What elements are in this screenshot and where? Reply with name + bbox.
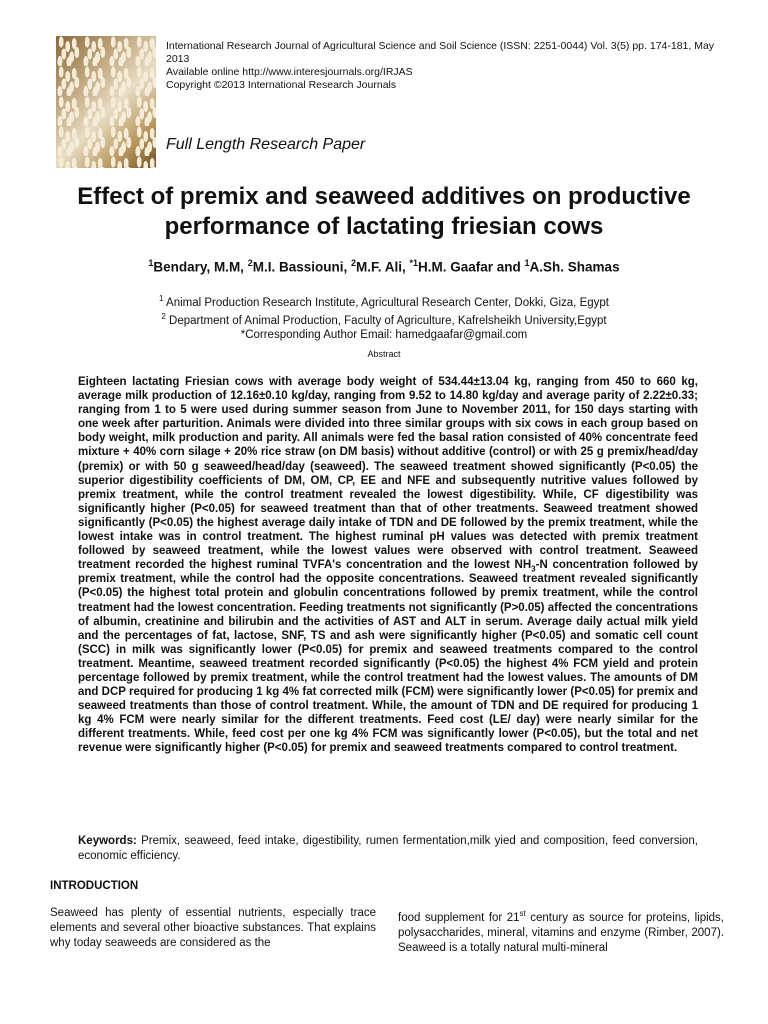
journal-cover-logo	[56, 36, 156, 168]
intro-column-right	[398, 906, 724, 956]
intro-column-left: Seaweed has plenty of essential nutrients, especially trace elements and several other bioactive substances. That explains why today seaweeds are considered as the	[50, 907, 376, 949]
abstract-heading: Abstract	[367, 349, 401, 359]
paper-title: Effect of premix and seaweed additives on productive performance of lactating friesian cows	[77, 183, 691, 240]
author-name: H.M. Gaafar and	[418, 259, 525, 275]
author-sup: 1	[524, 258, 530, 268]
keywords-text: Premix, seaweed, feed intake, digestibility, rumen fermentation,milk yied and composition, feed conversion, economic efficiency.	[78, 835, 698, 862]
author-sup: 2	[247, 258, 253, 268]
abstract-subscript: 3	[531, 564, 536, 574]
intro-right-part-a: food supplement for 21	[398, 911, 520, 924]
author-sup: 2	[350, 258, 356, 268]
author-name: M.I. Bassiouni,	[252, 259, 351, 275]
keywords	[78, 834, 698, 863]
affiliation-text: Department of Animal Production, Faculty of Agriculture, Kafrelsheikh University,Egypt	[165, 314, 607, 327]
introduction-heading: INTRODUCTION	[50, 880, 139, 892]
affiliations	[40, 292, 728, 342]
abstract-part-2: -N concentration followed by premix treatment, while the control had the opposite concentrations. Seaweed treatment revealed significantly (P<0.05) the highest total protein and globulin concentrations followed by premix treatment, while the control treatment had the lowest concentration. Feeding treatments not significantly (P>0.05) affected the concentrations of albumin, creatinine and bilirubin and the activities of AST and ALT in serum. Average daily actual milk yield and the percentages of fat, lactose, SNF, TS and ash were significantly higher (P<0.05) and somatic cell count (SCC) in milk was significantly lower (P<0.05) for premix and seaweed treatments compared to the control treatment. Meantime, seaweed treatment recorded significantly (P<0.05) the highest 4% FCM yield and protein percentage followed by premix treatment, while the control treatment had the lowest values. The amounts of DM and DCP required for producing 1 kg 4% fat corrected milk (FCM) were significantly lower (P<0.05) for premix and seaweed treatments than those of control treatment. While, the amount of TDN and DE required for producing 1 kg 4% FCM were nearly similar for the different treatments. Feed cost (LE/ day) were nearly similar for the different treatments. While, feed cost per one kg 4% FCM was significantly lower (P<0.05), but the total and net revenue were significantly higher (P<0.05) for premix and seaweed treatments compared to control treatment.	[78, 559, 698, 755]
affiliation	[40, 310, 728, 328]
corresponding-author: *Corresponding Author Email: hamedgaafar@gmail.com	[240, 328, 528, 341]
journal-header	[166, 40, 726, 92]
journal-citation: International Research Journal of Agricultural Science and Soil Science (ISSN: 2251-0044) Vol. 3(5) pp. 174-181, May 2013	[166, 40, 715, 65]
paper-type: Full Length Research Paper	[166, 136, 366, 153]
copyright: Copyright ©2013 International Research Journals	[166, 79, 397, 91]
author-sup: 1	[148, 258, 154, 268]
affiliation	[40, 292, 728, 310]
affiliation-text: Animal Production Research Institute, Agricultural Research Center, Dokki, Giza, Egypt	[163, 296, 609, 309]
author-name: M.F. Ali,	[355, 259, 410, 275]
abstract-body	[78, 375, 698, 756]
author-list	[40, 258, 728, 275]
author-name: A.Sh. Shamas	[529, 259, 620, 275]
intro-right-part-b: century as source for proteins, lipids, polysaccharides, mineral, vitamins and enzyme (Rimber, 2007). Seaweed is a totally natural multi-mineral	[398, 911, 724, 954]
author-name: Bendary, M.M,	[153, 259, 248, 275]
available-online: Available online http://www.interesjournals.org/IRJAS	[166, 66, 413, 78]
affiliation-sup: 1	[159, 294, 164, 303]
affiliation-sup: 2	[161, 311, 166, 321]
intro-right-sup: st	[519, 909, 526, 918]
author-sup: *1	[409, 258, 418, 268]
keywords-label: Keywords:	[78, 835, 137, 847]
abstract-part-1: Eighteen lactating Friesian cows with average body weight of 534.44±13.04 kg, ranging from 450 to 660 kg, average milk production of 12.16±0.10 kg/day, ranging from 9.52 to 14.80 kg/day and average parity of 2.22±0.33; ranging from 1 to 5 were used during summer season from June to November 2011, for 150 days starting with one week after parturition. Animals were divided into three similar groups with six cows in each group based on body weight, milk production and parity. All animals were fed the basal ration consisted of 40% concentrate feed mixture + 40% corn silage + 20% rice straw (on DM basis) without additive (control) or with 25 g premix/head/day (premix) or with 50 g seaweed/head/day (seaweed). The seaweed treatment showed significantly (P<0.05) the superior digestibility coefficients of DM, OM, CP, EE and NFE and subsequently nutritive values followed by premix treatment, while the control treatment revealed the lowest digestibility. While, CF digestibility was significantly higher (P<0.05) for seaweed treatment than that of other treatments. Seaweed treatment showed significantly (P<0.05) the highest average daily intake of TDN and DE followed by the premix treatment, while the lowest intake was in control treatment. The highest ruminal pH values was detected with premix treatment followed by seaweed treatment, while the lowest values were observed with control treatment. Seaweed treatment recorded the highest ruminal TVFA's concentration and the lowest NH	[78, 376, 698, 572]
